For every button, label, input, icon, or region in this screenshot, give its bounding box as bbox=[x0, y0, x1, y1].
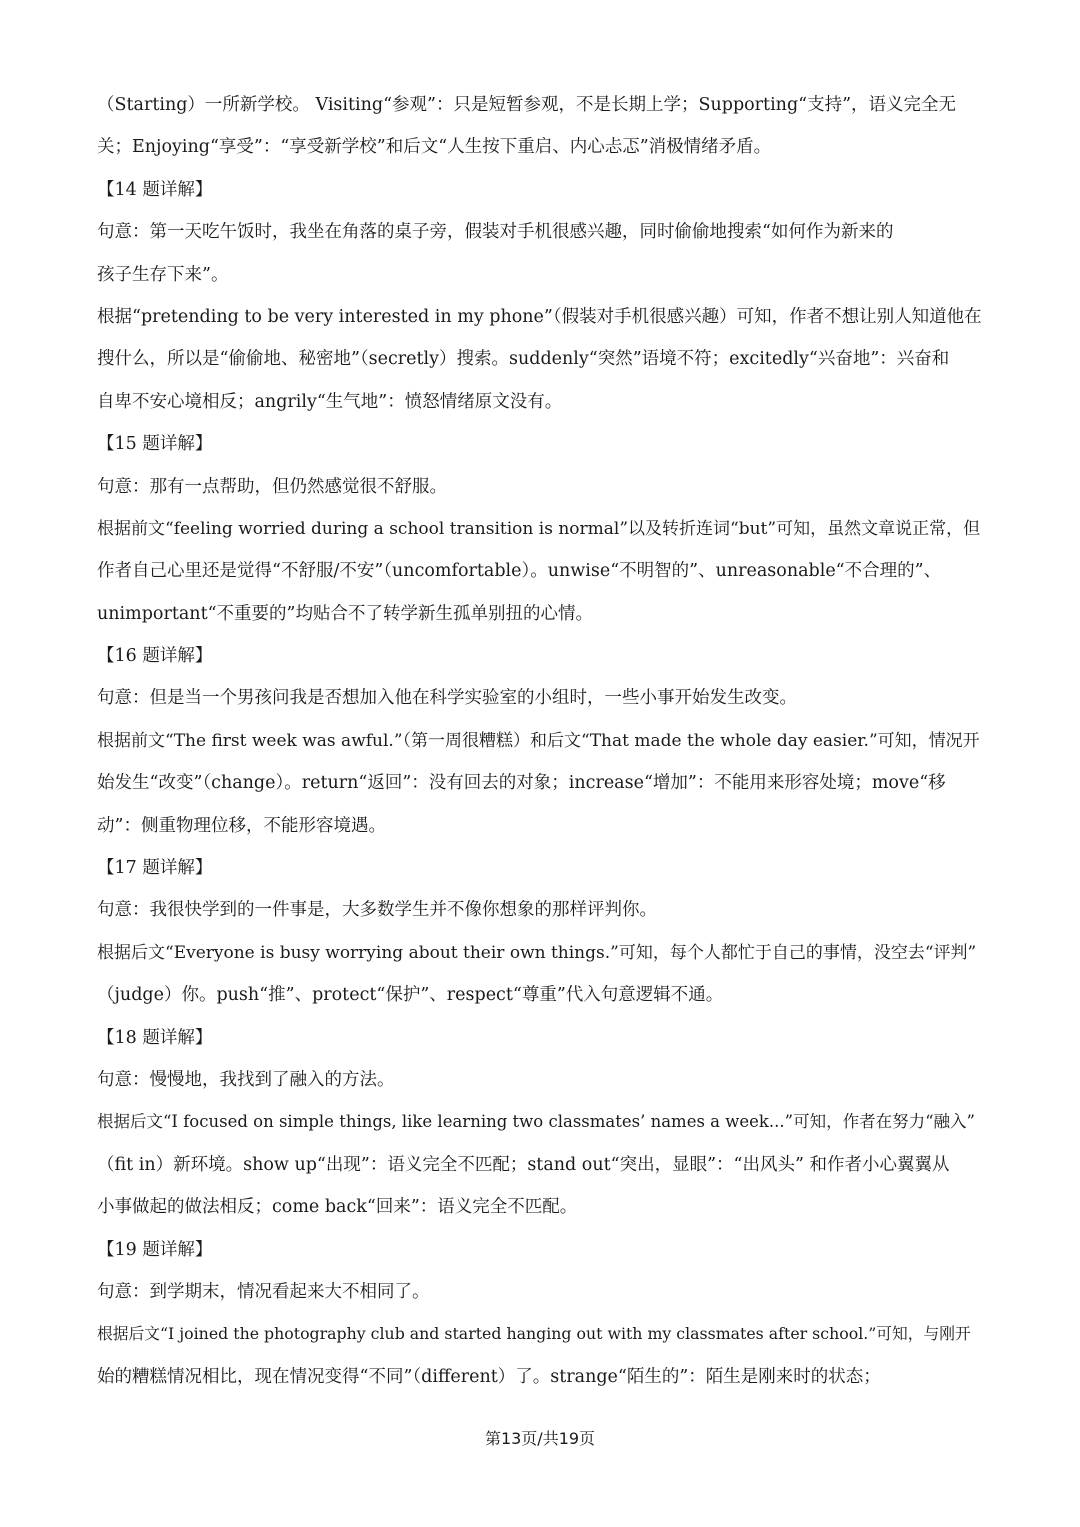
text-line: 根据后文“I joined the photography club and started hanging out with my classmates after school.”可知，与刚开 bbox=[97, 1324, 971, 1344]
text-line: 孩子生存下来”。 bbox=[97, 264, 229, 285]
question-heading: 【15 题详解】 bbox=[97, 434, 213, 455]
text-line: 句意：到学期末，情况看起来大不相同了。 bbox=[97, 1281, 430, 1302]
text-line: 句意：那有一点帮助，但仍然感觉很不舒服。 bbox=[97, 476, 447, 497]
page-number: 第13页/共19页 bbox=[484, 1429, 596, 1448]
question-heading: 【17 题详解】 bbox=[97, 858, 213, 879]
text-line: 作者自己心里还是觉得“不舒服/不安”（uncomfortable）。unwise“不明智的”、unreasonable“不合理的”、 bbox=[97, 561, 942, 582]
text-line: 句意：但是当一个男孩问我是否想加入他在科学实验室的小组时，一些小事开始发生改变。 bbox=[97, 688, 797, 709]
question-heading: 【16 题详解】 bbox=[97, 646, 213, 667]
text-line: 句意：我很快学到的一件事是，大多数学生并不像你想象的那样评判你。 bbox=[97, 900, 657, 921]
text-line: （fit in）新环境。show up“出现”：语义完全不匹配；stand out“突出，显眼”：“出风头” 和作者小心翼翼从 bbox=[97, 1154, 950, 1175]
text-line: 根据前文“The first week was awful.”（第一周很糟糕）和后文“That made the whole day easier.”可知，情况开 bbox=[97, 730, 980, 751]
text-line: 自卑不安心境相反；angrily“生气地”：愤怒情绪原文没有。 bbox=[97, 391, 563, 412]
text-line: unimportant“不重要的”均贴合不了转学新生孤单别扭的心情。 bbox=[97, 603, 593, 624]
text-line: 小事做起的做法相反；come back“回来”：语义完全不匹配。 bbox=[97, 1197, 578, 1218]
text-line: 根据“pretending to be very interested in my phone”（假装对手机很感兴趣）可知，作者不想让别人知道他在 bbox=[97, 306, 982, 327]
question-heading: 【18 题详解】 bbox=[97, 1027, 213, 1048]
question-heading: 【14 题详解】 bbox=[97, 179, 213, 200]
text-line: （judge）你。push“推”、protect“保护”、respect“尊重”代入句意逻辑不通。 bbox=[97, 985, 724, 1006]
question-heading: 【19 题详解】 bbox=[97, 1239, 213, 1260]
text-line: 根据后文“I focused on simple things, like learning two classmates’ names a week...”可知，作者在努力“融入” bbox=[97, 1112, 975, 1132]
text-line: 始的糟糕情况相比，现在情况变得“不同”（different）了。strange“陌生的”：陌生是刚来时的状态； bbox=[97, 1366, 881, 1387]
text-line: 句意：第一天吃午饭时，我坐在角落的桌子旁，假装对手机很感兴趣，同时偷偷地搜索“如何作为新来的 bbox=[97, 222, 894, 243]
text-line: 根据后文“Everyone is busy worrying about their own things.”可知，每个人都忙于自己的事情，没空去“评判” bbox=[97, 942, 977, 963]
text-line: 根据前文“feeling worried during a school transition is normal”以及转折连词“but”可知，虽然文章说正常，但 bbox=[97, 518, 981, 539]
text-line: 动”：侧重物理位移，不能形容境遇。 bbox=[97, 815, 386, 836]
text-line: 关；Enjoying“享受”：“享受新学校”和后文“人生按下重启、内心忐忑”消极情绪矛盾。 bbox=[97, 137, 772, 158]
document-body bbox=[97, 84, 983, 1398]
text-line: 搜什么，所以是“偷偷地、秘密地”（secretly）搜索。suddenly“突然”语境不符；excitedly“兴奋地”：兴奋和 bbox=[97, 349, 950, 370]
text-line: 始发生“改变”（change）。return“返回”：没有回去的对象；increase“增加”：不能用来形容处境；move“移 bbox=[97, 773, 946, 794]
text-line: 句意：慢慢地，我找到了融入的方法。 bbox=[97, 1069, 395, 1090]
text-line: （Starting）一所新学校。 Visiting“参观”：只是短暂参观，不是长期上学；Supporting“支持”，语义完全无 bbox=[97, 95, 957, 115]
